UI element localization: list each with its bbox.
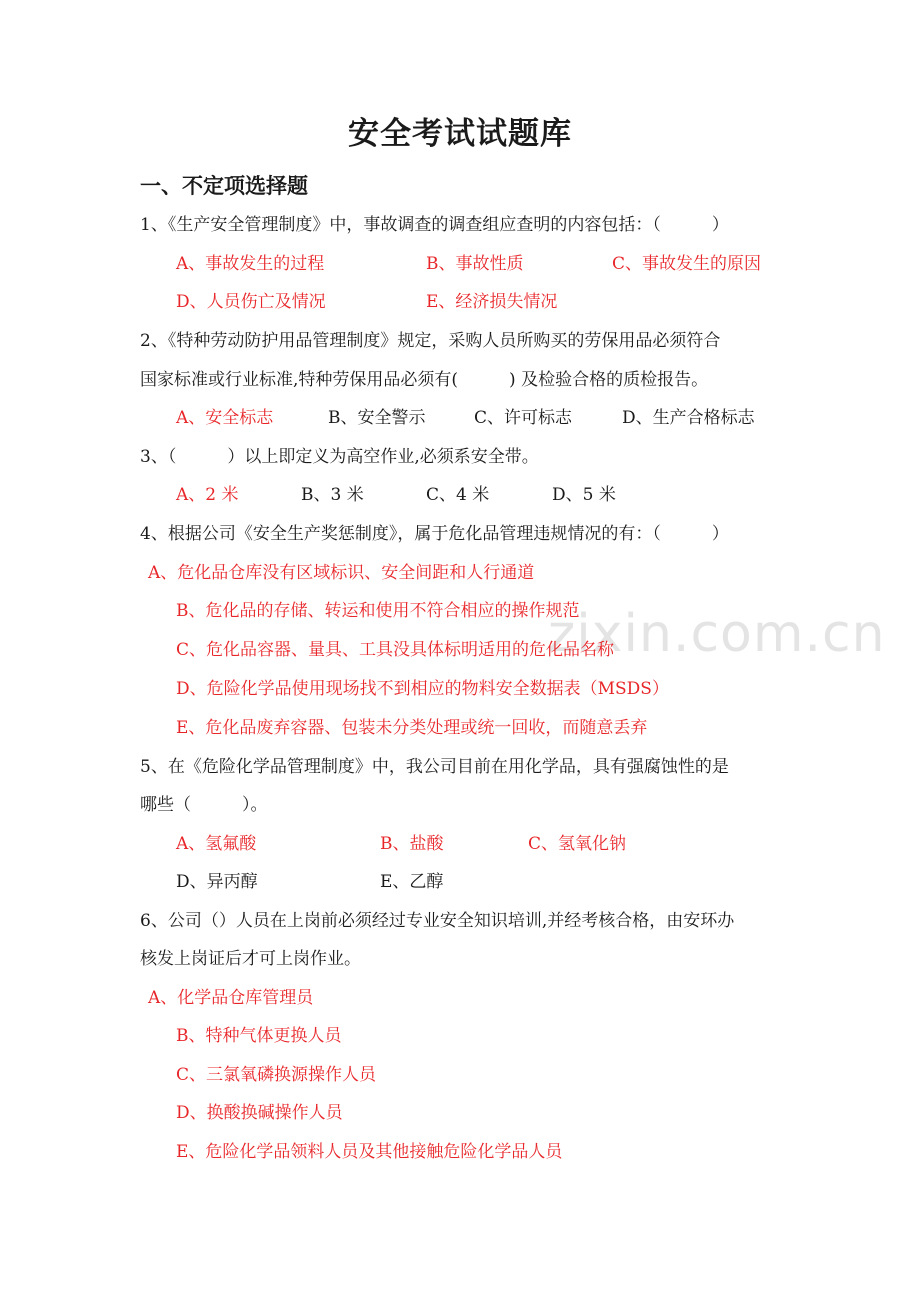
question-1-option-c: C、事故发生的原因	[612, 254, 762, 274]
question-6-option-e: E、危险化学品领料人员及其他接触危险化学品人员	[176, 1142, 563, 1162]
question-3-option-b: B、3 米	[301, 485, 364, 505]
question-6-stem-line1: 6、公司（）人员在上岗前必须经过专业安全知识培训,并经考核合格，由安环办	[140, 911, 735, 931]
question-1-option-d: D、人员伤亡及情况	[176, 292, 326, 312]
question-1-option-b: B、事故性质	[426, 254, 524, 274]
question-2-stem-line2: 国家标准或行业标准,特种劳保用品必须有( ) 及检验合格的质检报告。	[140, 370, 709, 390]
section-heading: 一、不定项选择题	[140, 174, 308, 198]
question-6-option-d: D、换酸换碱操作人员	[176, 1103, 343, 1123]
question-2-option-d: D、生产合格标志	[622, 408, 755, 428]
question-1-option-a: A、事故发生的过程	[176, 254, 325, 274]
page-title: 安全考试试题库	[348, 116, 572, 152]
question-5-stem-line2: 哪些（ ）。	[140, 795, 268, 815]
question-4-option-d: D、危险化学品使用现场找不到相应的物料安全数据表（MSDS）	[176, 679, 669, 699]
question-4-option-a: A、危化品仓库没有区域标识、安全间距和人行通道	[148, 563, 535, 583]
question-6-option-a: A、化学品仓库管理员	[148, 988, 314, 1008]
question-3-stem: 3、（ ）以上即定义为高空作业,必须系安全带。	[140, 447, 539, 467]
question-1-option-e: E、经济损失情况	[426, 292, 558, 312]
question-5-option-e: E、乙醇	[380, 872, 444, 892]
question-6-option-b: B、特种气体更换人员	[176, 1026, 342, 1046]
question-3-option-d: D、5 米	[552, 485, 616, 505]
question-3-option-c: C、4 米	[426, 485, 490, 505]
question-4-stem: 4、根据公司《安全生产奖惩制度》，属于危化品管理违规情况的有：（ ）	[140, 524, 729, 544]
question-5-option-c: C、氢氧化钠	[528, 834, 627, 854]
question-6-stem-line2: 核发上岗证后才可上岗作业。	[140, 949, 361, 969]
question-4-option-e: E、危化品废弃容器、包装未分类处理或统一回收，而随意丢弃	[176, 718, 648, 738]
question-2-option-a: A、安全标志	[176, 408, 274, 428]
question-5-option-d: D、异丙醇	[176, 872, 258, 892]
question-3-option-a: A、2 米	[176, 485, 239, 505]
question-2-stem-line1: 2、《特种劳动防护用品管理制度》规定，采购人员所购买的劳保用品必须符合	[140, 331, 721, 351]
question-4-option-b: B、危化品的存储、转运和使用不符合相应的操作规范	[176, 601, 580, 621]
question-5-option-b: B、盐酸	[380, 834, 444, 854]
question-2-option-b: B、安全警示	[328, 408, 426, 428]
question-4-option-c: C、危化品容器、量具、工具没具体标明适用的危化品名称	[176, 640, 615, 660]
question-1-stem: 1、《生产安全管理制度》中，事故调查的调查组应查明的内容包括：（ ）	[140, 215, 729, 235]
question-6-option-c: C、三氯氧磷换源操作人员	[176, 1065, 377, 1085]
question-2-option-c: C、许可标志	[474, 408, 573, 428]
watermark: zixin.com.cn	[548, 604, 886, 664]
question-5-stem-line1: 5、在《危险化学品管理制度》中，我公司目前在用化学品，具有强腐蚀性的是	[140, 757, 729, 777]
question-5-option-a: A、氢氟酸	[176, 834, 257, 854]
